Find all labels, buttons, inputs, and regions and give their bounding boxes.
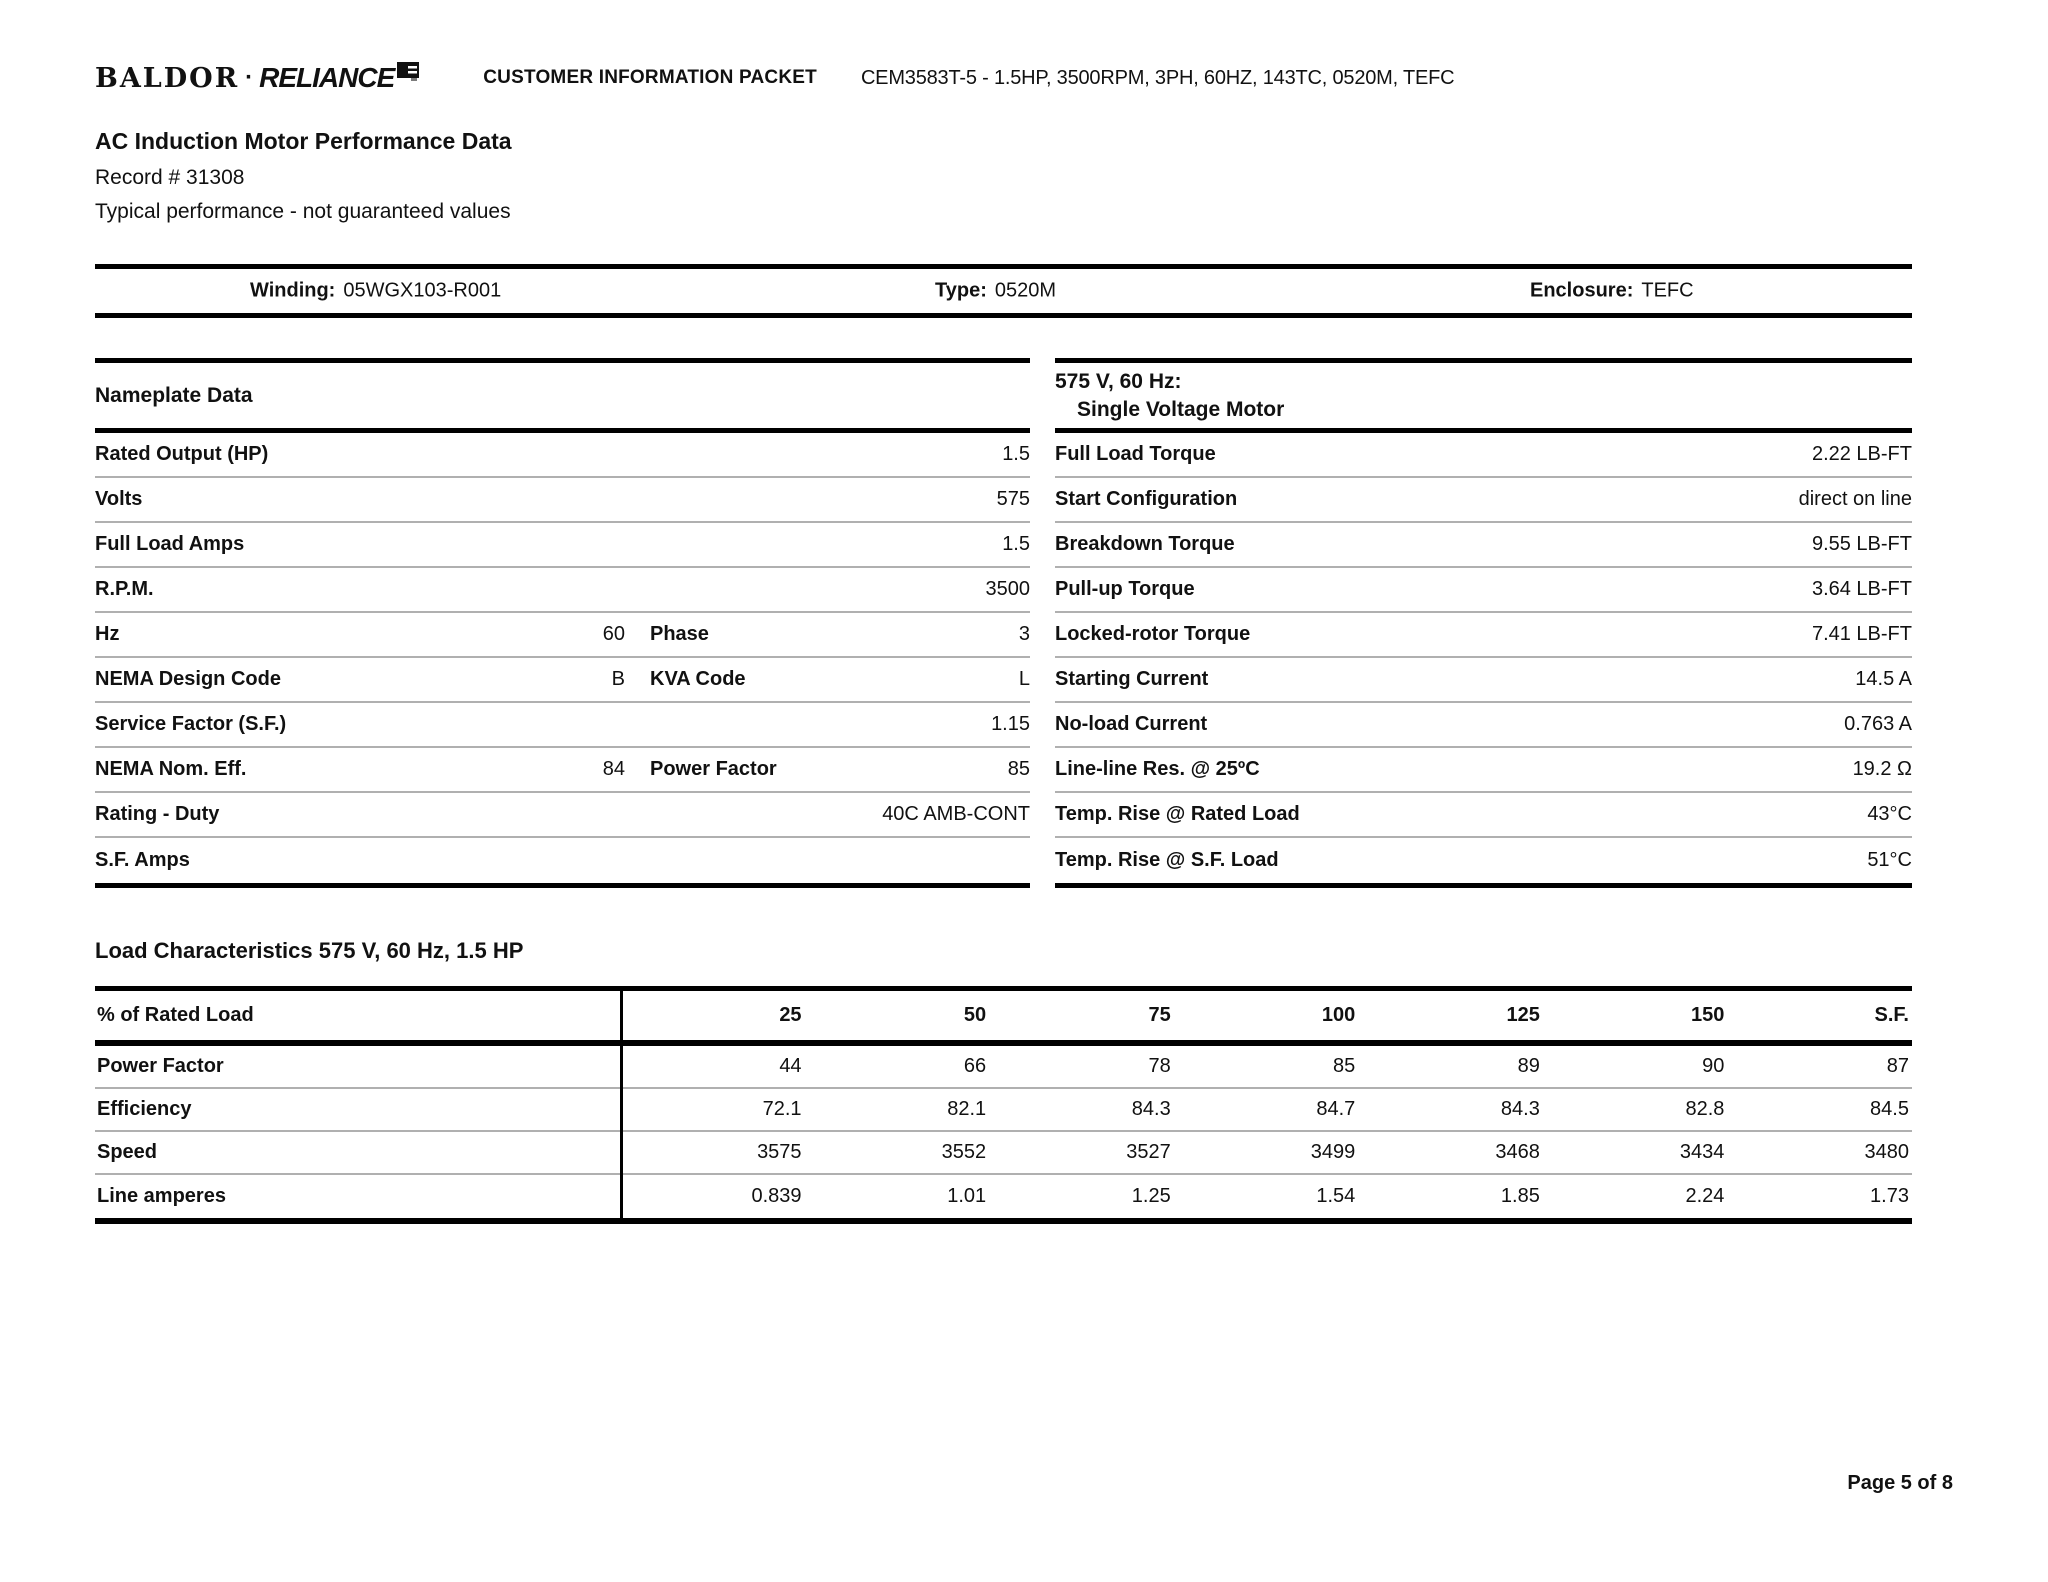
voltage-header-line1: 575 V, 60 Hz: <box>1055 369 1182 393</box>
cell-value: 1.73 <box>1870 1185 1909 1207</box>
column-header: 25 <box>779 1004 802 1026</box>
cell-value: 84.3 <box>1500 1098 1540 1120</box>
row-value: 3.64 LB-FT <box>1811 578 1912 600</box>
row-value: 9.55 LB-FT <box>1811 533 1912 555</box>
enclosure-value: TEFC <box>1641 279 1694 302</box>
table-row <box>95 793 1030 838</box>
row-value: 575 <box>996 488 1030 510</box>
row-mid-value: 84 <box>602 758 625 780</box>
row-value: 0.763 A <box>1844 713 1912 735</box>
row-label-2: Power Factor <box>650 758 777 780</box>
row-value: L <box>1018 668 1030 690</box>
cell-value: 78 <box>1148 1055 1171 1077</box>
table-row <box>95 613 1030 658</box>
row-label-2: Phase <box>650 623 709 645</box>
brand-logo <box>95 62 419 94</box>
row-value: 1.15 <box>991 713 1030 735</box>
cell-value: 82.1 <box>947 1098 987 1120</box>
nameplate-header-title: Nameplate Data <box>95 383 253 407</box>
row-label: NEMA Design Code <box>95 668 281 690</box>
table-row <box>1055 793 1912 838</box>
row-label: Breakdown Torque <box>1055 533 1235 555</box>
cell-value: 1.01 <box>947 1185 987 1207</box>
row-value: 40C AMB-CONT <box>882 803 1030 825</box>
row-label: Locked-rotor Torque <box>1055 623 1251 645</box>
table-row <box>95 748 1030 793</box>
column-header: 75 <box>1148 1004 1171 1026</box>
column-header: S.F. <box>1874 1004 1909 1026</box>
packet-title: CUSTOMER INFORMATION PACKET <box>483 67 817 88</box>
nameplate-table-header <box>95 363 1030 433</box>
row-label-2: KVA Code <box>650 668 746 690</box>
page-number: Page 5 of 8 <box>1847 1472 1953 1494</box>
column-header: % of Rated Load <box>97 1004 254 1026</box>
row-label: Start Configuration <box>1055 488 1238 510</box>
winding-bar <box>95 264 1912 318</box>
load-characteristics-title: Load Characteristics 575 V, 60 Hz, 1.5 HP <box>95 938 524 963</box>
table-row <box>1055 523 1912 568</box>
cell-value: 3434 <box>1679 1141 1725 1163</box>
column-header: 50 <box>963 1004 987 1026</box>
table-row <box>95 1132 1912 1175</box>
row-value: 1.5 <box>1002 443 1030 465</box>
cell-value: 84.5 <box>1870 1098 1909 1120</box>
cell-value: 84.7 <box>1316 1098 1356 1120</box>
brand-baldor-wordmark: BALDOR <box>95 62 240 94</box>
voltage-header-line2: Single Voltage Motor <box>1077 397 1285 421</box>
row-value: 2.22 LB-FT <box>1811 443 1912 465</box>
cell-value: 89 <box>1517 1055 1540 1077</box>
row-value: direct on line <box>1798 488 1912 510</box>
cell-value: 3527 <box>1126 1141 1171 1163</box>
cell-value: 3552 <box>941 1141 987 1163</box>
page-title: AC Induction Motor Performance Data <box>95 128 512 154</box>
row-label: NEMA Nom. Eff. <box>95 758 247 780</box>
row-label: Full Load Torque <box>1055 443 1216 465</box>
winding-label: Winding: <box>250 279 336 302</box>
row-label: Service Factor (S.F.) <box>95 713 287 735</box>
cell-value: 82.8 <box>1685 1098 1725 1120</box>
nameplate-table <box>95 358 1030 888</box>
table-row <box>95 1046 1912 1089</box>
table-row <box>1055 568 1912 613</box>
row-label: Rating - Duty <box>95 803 220 825</box>
table-row <box>1055 838 1912 883</box>
nameplate-section <box>95 358 1912 888</box>
performance-note: Typical performance - not guaranteed values <box>95 200 511 223</box>
row-value: 51°C <box>1867 849 1912 871</box>
table-row <box>95 838 1030 883</box>
cell-value: 84.3 <box>1131 1098 1171 1120</box>
cell-value: 72.1 <box>762 1098 802 1120</box>
row-label: Rated Output (HP) <box>95 443 269 465</box>
table-row <box>1055 433 1912 478</box>
header-bar <box>95 62 1912 94</box>
cell-value: 0.839 <box>751 1185 802 1207</box>
table-row <box>95 478 1030 523</box>
row-label: Temp. Rise @ Rated Load <box>1055 803 1300 825</box>
row-label: Full Load Amps <box>95 533 245 555</box>
cell-value: 66 <box>963 1055 987 1077</box>
brand-reliance-wordmark: RELIANCE <box>259 62 395 93</box>
cell-value: 3480 <box>1864 1141 1909 1163</box>
cell-value: 87 <box>1886 1055 1909 1077</box>
row-value: 85 <box>1007 758 1030 780</box>
table-row <box>1055 748 1912 793</box>
row-label: Line amperes <box>97 1185 226 1207</box>
table-row <box>95 658 1030 703</box>
winding-value: 05WGX103-R001 <box>343 279 502 302</box>
winding-field <box>250 280 501 303</box>
enclosure-field <box>1530 280 1694 303</box>
row-label: R.P.M. <box>95 578 154 600</box>
type-value: 0520M <box>994 279 1057 302</box>
table-row <box>95 433 1030 478</box>
row-label: Power Factor <box>97 1055 224 1077</box>
row-label: Volts <box>95 488 143 510</box>
row-value: 7.41 LB-FT <box>1811 623 1912 645</box>
cell-value: 3575 <box>757 1141 802 1163</box>
row-value: 14.5 A <box>1855 668 1912 690</box>
cell-value: 90 <box>1702 1055 1725 1077</box>
row-label: No-load Current <box>1055 713 1208 735</box>
voltage-table <box>1055 358 1912 888</box>
table-vertical-divider <box>620 991 623 1218</box>
row-value: 19.2 Ω <box>1852 758 1912 780</box>
column-header: 100 <box>1321 1004 1356 1026</box>
table-row <box>95 568 1030 613</box>
enclosure-label: Enclosure: <box>1530 279 1634 302</box>
cell-value: 1.25 <box>1131 1185 1171 1207</box>
brand-dot-separator: · <box>245 64 254 91</box>
record-number: Record # 31308 <box>95 166 245 189</box>
table-row <box>1055 478 1912 523</box>
table-row <box>1055 703 1912 748</box>
row-label: Speed <box>97 1141 158 1163</box>
row-mid-value: B <box>611 668 625 690</box>
table-row <box>95 523 1030 568</box>
row-value: 3 <box>1018 623 1030 645</box>
row-label: Temp. Rise @ S.F. Load <box>1055 849 1279 871</box>
type-label: Type: <box>935 279 987 302</box>
cell-value: 3468 <box>1495 1141 1540 1163</box>
table-row <box>1055 658 1912 703</box>
table-row <box>95 703 1030 748</box>
cell-value: 44 <box>779 1055 802 1077</box>
row-mid-value: 60 <box>602 623 625 645</box>
table-row <box>95 1089 1912 1132</box>
row-label: Starting Current <box>1055 668 1209 690</box>
cell-value: 1.54 <box>1316 1185 1356 1207</box>
load-characteristics-table <box>95 986 1912 1224</box>
row-label: Hz <box>95 623 120 645</box>
title-block <box>95 128 1912 224</box>
voltage-table-header <box>1055 363 1912 433</box>
table-row <box>95 1175 1912 1218</box>
model-description: CEM3583T-5 - 1.5HP, 3500RPM, 3PH, 60HZ, 143TC, 0520M, TEFC <box>860 66 1455 89</box>
column-header: 125 <box>1506 1004 1540 1026</box>
type-field <box>935 280 1056 303</box>
row-label: S.F. Amps <box>95 849 190 871</box>
cell-value: 1.85 <box>1500 1185 1540 1207</box>
row-value: 1.5 <box>1002 533 1030 555</box>
load-table-header-row <box>95 991 1912 1040</box>
row-label: Line-line Res. @ 25ºC <box>1055 758 1260 780</box>
row-label: Efficiency <box>97 1098 192 1120</box>
cell-value: 2.24 <box>1685 1185 1725 1207</box>
row-value: 43°C <box>1867 803 1912 825</box>
row-label: Pull-up Torque <box>1055 578 1195 600</box>
table-row <box>1055 613 1912 658</box>
brand-flag-icon <box>397 62 419 87</box>
cell-value: 3499 <box>1310 1141 1356 1163</box>
column-header: 150 <box>1691 1004 1725 1026</box>
row-value: 3500 <box>985 578 1030 600</box>
cell-value: 85 <box>1333 1055 1356 1077</box>
